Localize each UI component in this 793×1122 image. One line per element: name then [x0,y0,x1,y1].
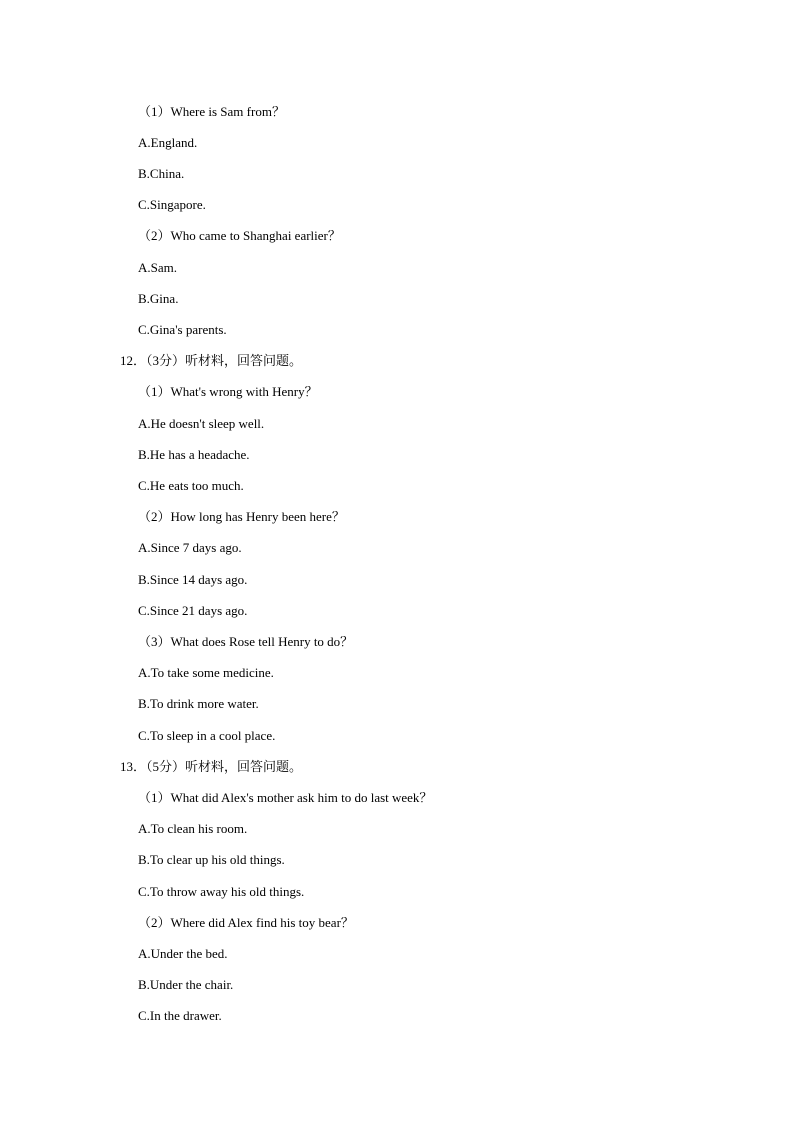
q12-1-option-b: B.He has a headache. [138,447,250,462]
question-12-sub-2: （2）How long has Henry been here？ [138,509,345,524]
question-12-sub-1: （1）What's wrong with Henry？ [138,384,318,399]
q12-2-option-a: A.Since 7 days ago. [138,540,242,555]
q12-3-option-b: B.To drink more water. [138,696,259,711]
q12-2-option-b: B.Since 14 days ago. [138,572,248,587]
q13-2-option-c: C.In the drawer. [138,1008,222,1023]
q12-3-option-a: A.To take some medicine. [138,665,274,680]
q13-1-option-c: C.To throw away his old things. [138,884,305,899]
question-12-heading: 12．（3分）听材料，回答问题。 [120,353,303,368]
question-11-sub-2: （2）Who came to Shanghai earlier？ [138,228,341,243]
q11-1-option-a: A.England. [138,135,198,150]
q13-2-option-a: A.Under the bed. [138,946,228,961]
q11-2-option-b: B.Gina. [138,291,179,306]
q11-2-option-a: A.Sam. [138,260,177,275]
q12-1-option-a: A.He doesn't sleep well. [138,416,265,431]
q11-1-option-c: C.Singapore. [138,197,206,212]
q12-3-option-c: C.To sleep in a cool place. [138,728,276,743]
question-11-sub-1: （1）Where is Sam from？ [138,104,285,119]
question-13-sub-1: （1）What did Alex's mother ask him to do last week？ [138,790,433,805]
q11-1-option-b: B.China. [138,166,185,181]
q12-1-option-c: C.He eats too much. [138,478,244,493]
q13-1-option-b: B.To clear up his old things. [138,852,285,867]
question-12-sub-3: （3）What does Rose tell Henry to do？ [138,634,354,649]
q13-2-option-b: B.Under the chair. [138,977,234,992]
q13-1-option-a: A.To clean his room. [138,821,248,836]
q11-2-option-c: C.Gina's parents. [138,322,227,337]
question-13-heading: 13．（5分）听材料，回答问题。 [120,759,303,774]
q12-2-option-c: C.Since 21 days ago. [138,603,248,618]
question-13-sub-2: （2）Where did Alex find his toy bear？ [138,915,354,930]
